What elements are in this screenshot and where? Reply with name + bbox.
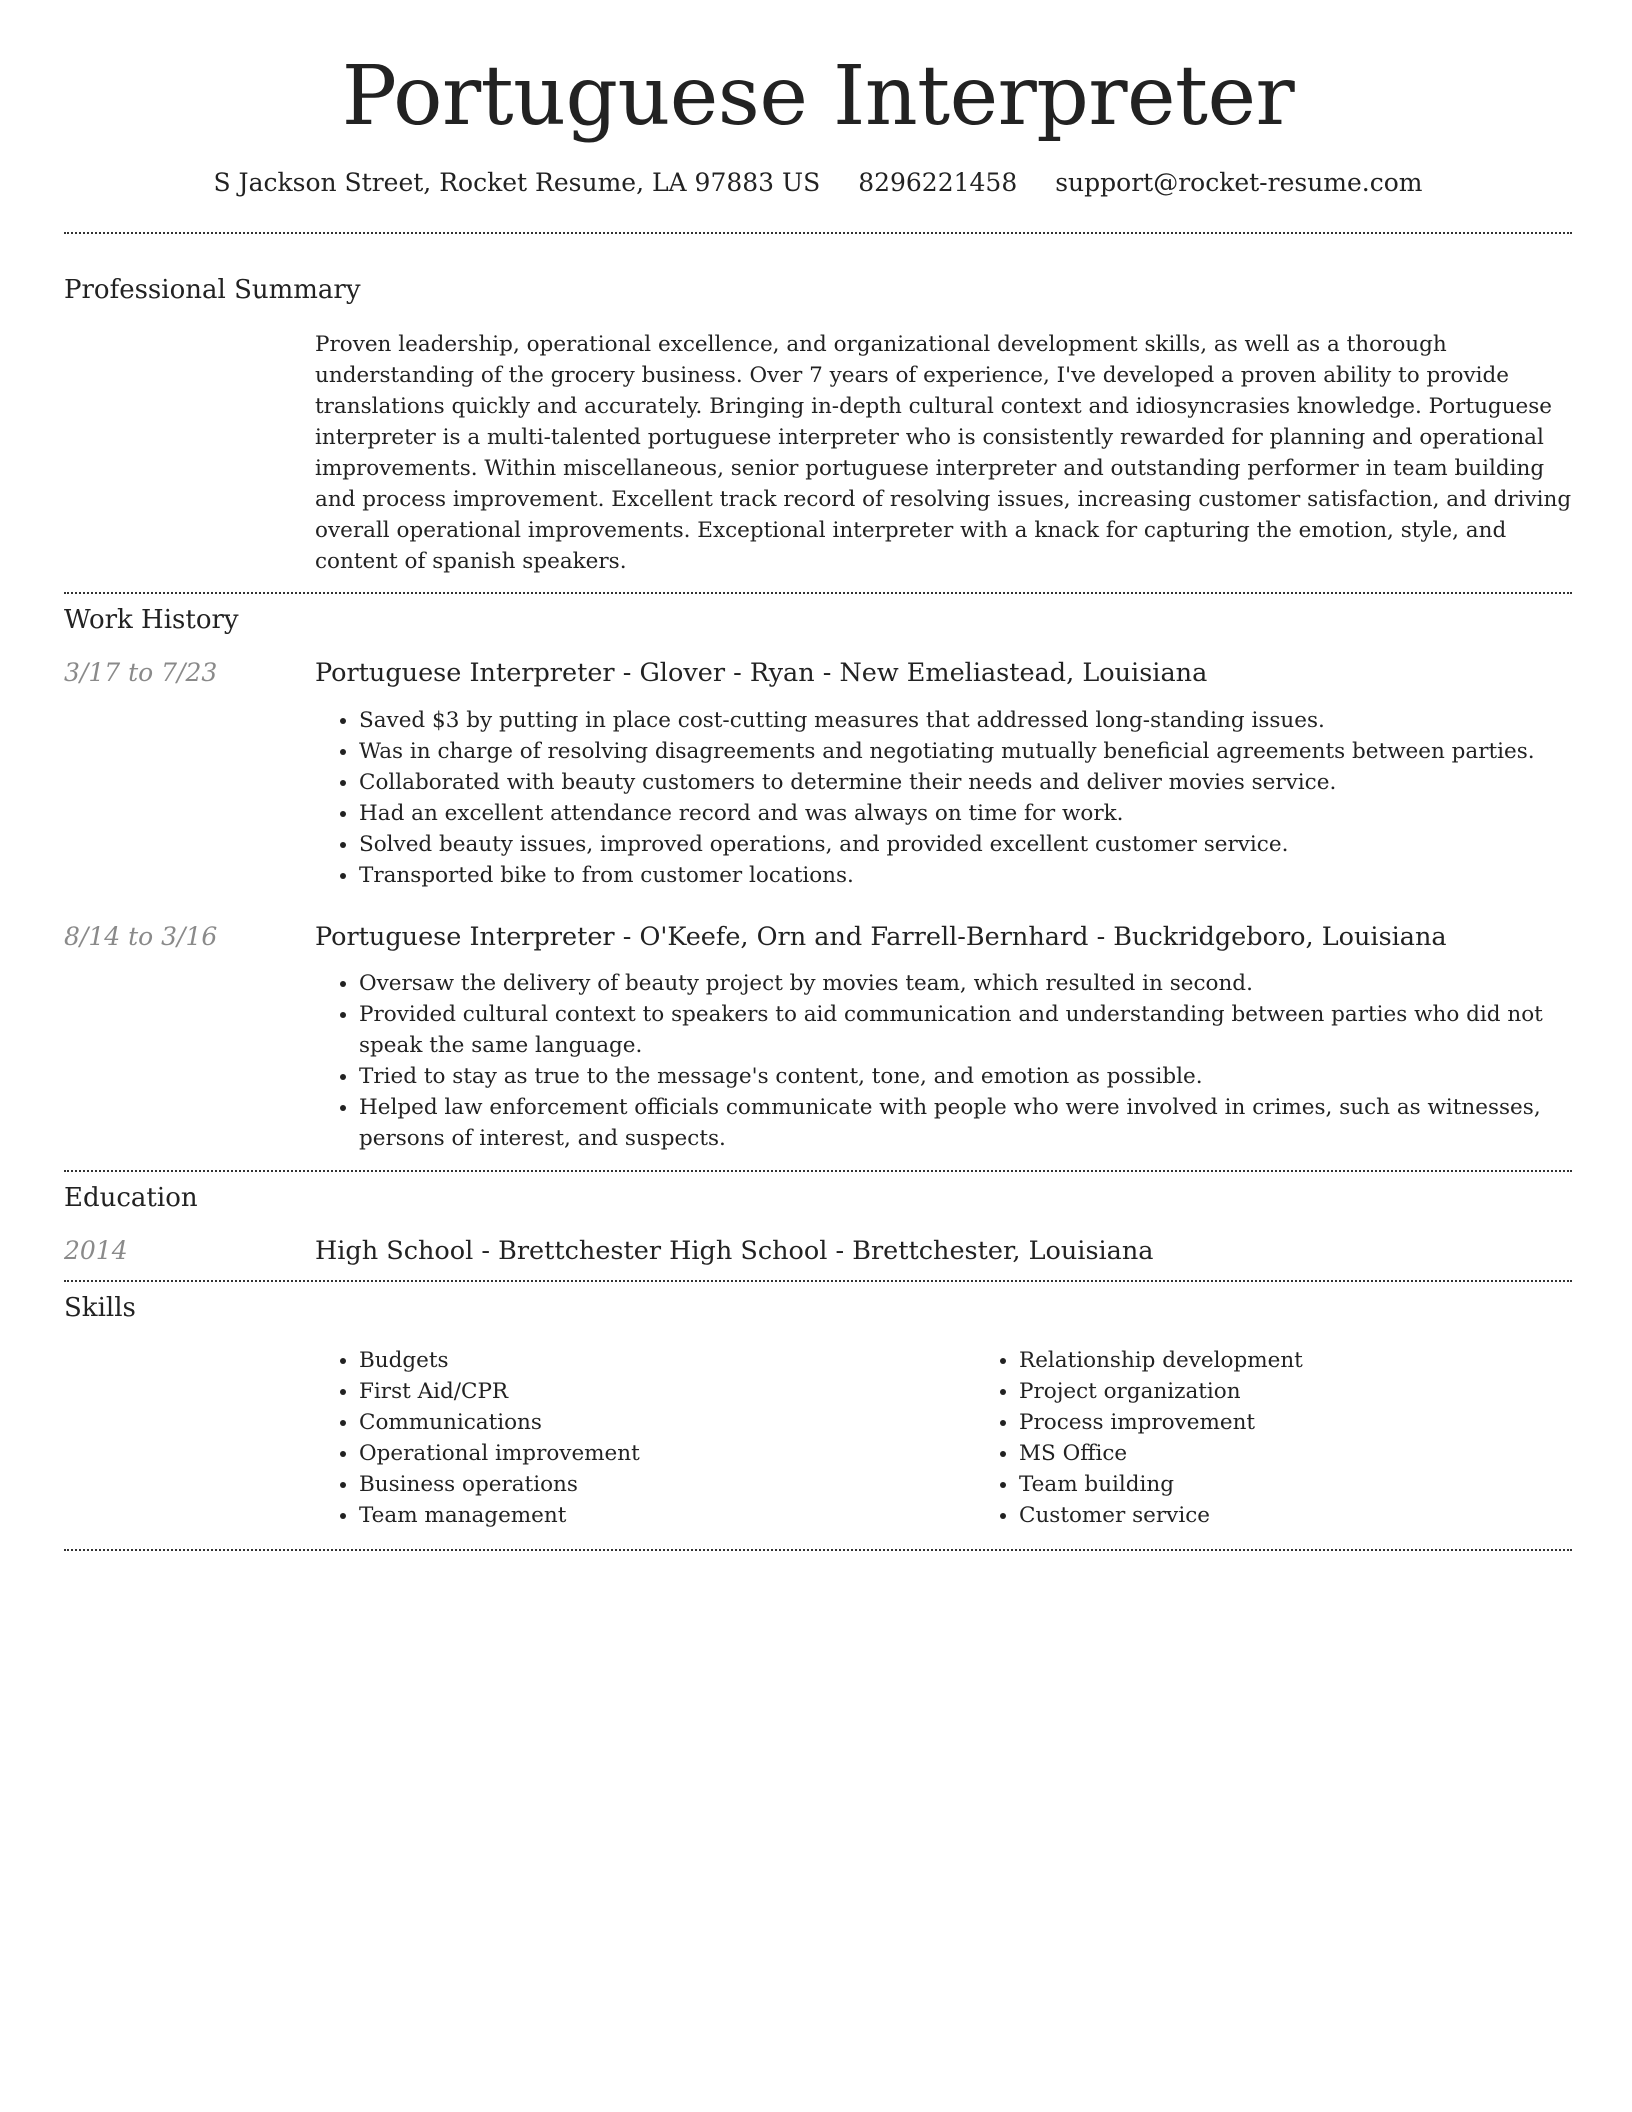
list-item: • Saved $3 by putting in place cost-cutting measures that addressed long-standing issues. <box>359 705 1572 736</box>
list-item: • Oversaw the delivery of beauty project by movies team, which resulted in second. <box>359 968 1572 999</box>
skills-list-right <box>975 1345 1572 1531</box>
list-item: • Transported bike to from customer locations. <box>359 860 1572 891</box>
list-item: • Had an excellent attendance record and was always on time for work. <box>359 798 1572 829</box>
address: S Jackson Street, Rocket Resume, LA 97883 US <box>213 168 821 197</box>
list-item: • Solved beauty issues, improved operations, and provided excellent customer service. <box>359 829 1572 860</box>
skill-item: • Operational improvement <box>359 1438 975 1469</box>
education-year: 2014 <box>64 1235 128 1265</box>
skill-item: • Relationship development <box>1019 1345 1572 1376</box>
job-dates: 8/14 to 3/16 <box>64 921 218 951</box>
skill-item: • First Aid/CPR <box>359 1376 975 1407</box>
job-entry <box>64 657 1572 890</box>
job-entry <box>64 921 1572 1154</box>
job-dates: 3/17 to 7/23 <box>64 658 218 688</box>
job-title: Portuguese Interpreter - Glover - Ryan - New Emeliastead, Louisiana <box>315 658 1208 689</box>
education-heading: Education <box>64 1182 198 1213</box>
list-item: • Collaborated with beauty customers to determine their needs and deliver movies service. <box>359 767 1572 798</box>
email: support@rocket-resume.com <box>1055 168 1423 197</box>
list-item: • Tried to stay as true to the message's content, tone, and emotion as possible. <box>359 1061 1572 1092</box>
skill-item: • Project organization <box>1019 1376 1572 1407</box>
job-bullets <box>315 968 1572 1154</box>
list-item: • Was in charge of resolving disagreements and negotiating mutually beneficial agreements between parties. <box>359 736 1572 767</box>
skill-item: • Budgets <box>359 1345 975 1376</box>
work-section <box>64 594 1572 1153</box>
list-item: • Provided cultural context to speakers to aid communication and understanding between parties who did not speak the same language. <box>359 999 1572 1061</box>
contact-line <box>64 168 1572 198</box>
summary-heading: Professional Summary <box>64 275 361 305</box>
skill-item: • Team building <box>1019 1469 1572 1500</box>
resume-name: Portuguese Interpreter <box>341 49 1295 144</box>
phone: 8296221458 <box>858 168 1018 197</box>
list-item: • Helped law enforcement officials communicate with people who were involved in crimes, such as witnesses, persons of interest, and suspects. <box>359 1092 1572 1154</box>
summary-section <box>64 234 1572 577</box>
resume-page <box>64 0 1572 1551</box>
work-heading: Work History <box>64 605 239 636</box>
skill-item: • Customer service <box>1019 1500 1572 1531</box>
skill-item: • Team management <box>359 1500 975 1531</box>
skills-list-left <box>315 1345 975 1531</box>
job-bullets <box>315 705 1572 891</box>
summary-text: Proven leadership, operational excellence, and organizational development skills, as well as a thorough understanding of the grocery business. Over 7 years of experience, I've developed a proven ability to provide translations quickly and accurately. Bringing in-depth cultural context and idiosyncrasies knowledge. Portuguese interpreter is a multi-talented portuguese interpreter who is consistently rewarded for planning and operational improvements. Within miscellaneous, senior portuguese interpreter and outstanding performer in team building and process improvement. Excellent track record of resolving issues, increasing customer satisfaction, and driving overall operational improvements. Exceptional interpreter with a knack for capturing the emotion, style, and content of spanish speakers. <box>315 332 1572 575</box>
divider <box>64 1549 1572 1551</box>
skill-item: • MS Office <box>1019 1438 1572 1469</box>
skill-item: • Process improvement <box>1019 1407 1572 1438</box>
skills-spacer <box>64 1345 315 1531</box>
skills-heading: Skills <box>64 1292 136 1323</box>
job-title: Portuguese Interpreter - O'Keefe, Orn and Farrell-Bernhard - Buckridgeboro, Louisiana <box>315 921 1447 952</box>
education-title: High School - Brettchester High School - Brettchester, Louisiana <box>315 1235 1154 1266</box>
summary-spacer <box>64 329 315 577</box>
education-entry <box>64 1235 1572 1268</box>
skill-item: • Business operations <box>359 1469 975 1500</box>
skill-item: • Communications <box>359 1407 975 1438</box>
skills-section <box>64 1282 1572 1531</box>
education-section <box>64 1172 1572 1268</box>
